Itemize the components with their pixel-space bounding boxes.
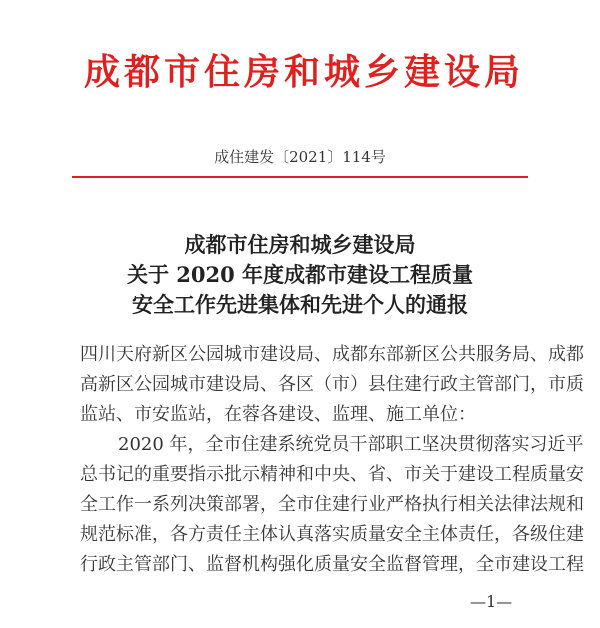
title-line: 成都市住房和城乡建设局: [184, 232, 416, 257]
title-line: 关于 2020 年度成都市建设工程质量: [126, 262, 474, 287]
paragraph-line: 2020 年，全市住建系统党员干部职工坚决贯彻落实习近平: [118, 434, 584, 455]
addressee-line: 四川天府新区公园城市建设局、成都东部新区公共服务局、成都: [80, 344, 584, 365]
addressee-line: 高新区公园城市建设局、各区（市）县住建行政主管部门，市质: [80, 374, 584, 395]
page-number: —1—: [470, 592, 513, 611]
title-line: 安全工作先进集体和先进个人的通报: [132, 292, 468, 317]
paragraph-line: 总书记的重要指示批示精神和中央、省、市关于建设工程质量安: [80, 464, 584, 485]
paragraph-line: 行政主管部门、监督机构强化质量安全监督管理，全市建设工程: [80, 554, 584, 575]
issuer-masthead: 成都市住房和城乡建设局: [84, 51, 520, 93]
paragraph-line: 全工作一系列决策部署，全市住建行业严格执行相关法律法规和: [80, 494, 584, 515]
addressee-line: 监站、市安监站，在蓉各建设、监理、施工单位：: [80, 404, 476, 425]
paragraph-line: 规范标准，各方责任主体认真落实质量安全主体责任，各级住建: [80, 524, 584, 545]
red-divider: [72, 176, 528, 178]
document-number: 成住建发〔2021〕114号: [214, 148, 386, 166]
